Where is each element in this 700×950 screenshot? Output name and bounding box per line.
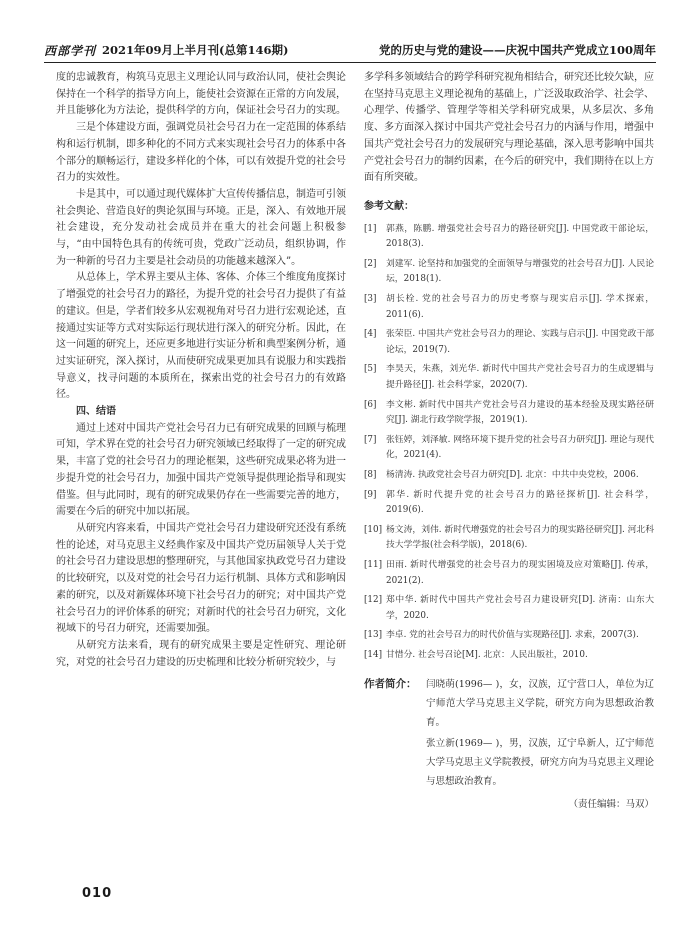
paragraph: 从总体上，学术界主要从主体、客体、介体三个维度角度探讨了增强党的社会号召力的路径，为提升党的社会号召力提供了有益的建议。但是，学者们较多从宏观视角对号召力进行宏观论述，直接通过实证等方式对实际运行现状进行深入的研究分析。因此，在这一问题的研究上，还应更多地进行实证分析和典型案例分析，通过实证研究，深入探讨，从而使研究成果更加具有说服力和实践指导意义，找寻问题的本质所在，探索出党的社会号召力的有效路径。: [56, 272, 346, 401]
reference-number: [13]: [364, 630, 383, 641]
author-bio: 张立新(1969— )，男，汉族，辽宁阜新人，辽宁师范大学马克思主义学院教授，研究方向为马克思主义理论与思想政治教育。: [426, 738, 655, 788]
paragraph: 三是个体建设方面，强调党员社会号召力在一定范围的体系结构和运行机制，即多种化的不同方式来实现社会号召力的体系中各个部分的顺畅运行，建设多样化的个体，可以有效提升党的社会号召力的实效性。: [56, 122, 346, 184]
issue-info: 2021年09月上半月刊(总第146期): [102, 43, 289, 57]
reference-number: [6]: [364, 399, 377, 410]
reference-text: 刘建军. 论坚持和加强党的全面领导与增强党的社会号召力[J]. 人民论坛，2018(1).: [386, 258, 654, 285]
reference-text: 郭华. 新时代提升党的社会号召力的路径探析[J]. 社会科学，2019(6).: [386, 489, 654, 516]
reference-number: [8]: [364, 469, 377, 480]
right-column: [364, 70, 654, 814]
reference-text: 李文彬. 新时代中国共产党社会号召力建设的基本经验及现实路径研究[J]. 湖北行政学院学报，2019(1).: [386, 399, 654, 426]
header-rule: [44, 62, 656, 63]
reference-text: 李卓. 党的社会号召力的时代价值与实现路径[J]. 求索，2007(3).: [386, 630, 639, 641]
reference-item: [364, 488, 654, 519]
reference-number: [9]: [364, 489, 377, 500]
reference-item: [364, 222, 654, 253]
header-left: [44, 42, 288, 59]
author-info: [364, 675, 654, 793]
reference-number: [12]: [364, 595, 383, 606]
reference-number: [2]: [364, 258, 377, 269]
reference-number: [14]: [364, 649, 383, 660]
reference-number: [3]: [364, 294, 377, 304]
reference-item: [364, 628, 654, 644]
reference-item: [364, 433, 654, 464]
reference-number: [11]: [364, 559, 383, 570]
paragraph: 从研究内容来看，中国共产党社会号召力建设研究还没有系统性的论述，对马克思主义经典作家及中国共产党历届领导人关于党的社会号召力建设思想的整理研究，与其他国家执政党号召力建设的比较研究，以及对党的社会号召力运行机制、具体方式和影响因素的研究，以及对新媒体环境下社会号召力的研究；对中国共产党社会号召力的评价体系的研究；对新时代的社会号召力研究，文化视域下的号召力研究，还需要加强。: [56, 522, 346, 635]
reference-text: 郭燕，陈鹏. 增强党社会号召力的路径研究[J]. 中国党政干部论坛，2018(3).: [386, 223, 654, 250]
reference-item: [364, 292, 654, 323]
reference-item: [364, 398, 654, 429]
reference-text: 甘惜分. 社会号召论[M]. 北京：人民出版社，2010.: [386, 649, 588, 660]
reference-number: [1]: [364, 223, 377, 234]
reference-text: 杨文涛，刘伟. 新时代增强党的社会号召力的现实路径研究[J]. 河北科技大学学报(社会科学版)，2018(6).: [386, 524, 654, 551]
paragraph: 通过上述对中国共产党社会号召力已有研究成果的回顾与梳理可知，学术界在党的社会号召力研究领域已经取得了一定的研究成果，丰富了党的社会号召力的理论框架，这些研究成果必将为进一步提升党的社会号召力，加强中国共产党领导提供理论指导和现实借鉴。但与此同时，现有的研究成果仍存在一些需要完善的地方，需要在今后的研究中加以拓展。: [56, 422, 346, 518]
reference-text: 胡长栓. 党的社会号召力的历史考察与现实启示[J]. 学术探索，2011(6).: [386, 294, 654, 320]
reference-text: 李昊天，朱燕，刘光华. 新时代中国共产党社会号召力的生成逻辑与提升路径[J]. 社会科学家，2020(7).: [386, 364, 654, 390]
reference-number: [4]: [364, 329, 377, 340]
reference-text: 郑中华. 新时代中国共产党社会号召力建设研究[D]. 济南：山东大学，2020.: [386, 595, 654, 621]
reference-number: [10]: [364, 524, 383, 535]
reference-item: [364, 593, 654, 624]
references-list: [364, 222, 654, 664]
reference-text: 张荣臣. 中国共产党社会号召力的理论、实践与启示[J]. 中国党政干部论坛，2019(7).: [386, 329, 654, 355]
reference-text: 田雨. 新时代增强党的社会号召力的现实困境及应对策略[J]. 传承，2021(2).: [386, 559, 654, 586]
reference-item: [364, 257, 654, 288]
author-label: 作者简介：: [364, 678, 417, 691]
author-bios: [426, 675, 654, 793]
reference-item: [364, 523, 654, 554]
page-number: 010: [82, 886, 113, 901]
column-title: 党的历史与党的建设——庆祝中国共产党成立100周年: [378, 43, 656, 57]
section-heading: 四、结语: [76, 406, 116, 418]
reference-item: [364, 468, 654, 484]
paragraph: 多学科多领域结合的跨学科研究视角相结合，研究还比较欠缺，应在坚持马克思主义理论视角的基础上，广泛汲取政治学、社会学、心理学、传播学、管理学等相关学科研究成果，从多层次、多角度、多方面深入探讨中国共产党社会号召力的内涵与作用，增强中国共产党社会号召力的发展研究与理论基础，深入思考影响中国共产党社会号召力的制约因素，在今后的研究中，我们期待在以上方面有所突破。: [364, 72, 654, 184]
left-column: [56, 70, 346, 671]
reference-item: [364, 558, 654, 589]
page-header: [44, 40, 656, 60]
paragraph: 度的忠诚教育，构筑马克思主义理论认同与政治认同，使社会舆论保持在一个科学的指导方向上，能使社会资源在正常的方向发展，并且能够化为方法论，提供科学的方向，保证社会号召力的实现。: [56, 72, 346, 117]
reference-number: [7]: [364, 434, 377, 445]
reference-item: [364, 648, 654, 664]
journal-name: 西部学刊: [44, 43, 97, 58]
author-bio: 闫晓萌(1996— )，女，汉族，辽宁营口人，单位为辽宁师范大学马克思主义学院，研究方向为思想政治教育。: [426, 679, 654, 729]
responsible-editor: （责任编辑：马双）: [568, 799, 654, 811]
reference-item: [364, 327, 654, 358]
reference-text: 杨清涛. 执政党社会号召力研究[D]. 北京：中共中央党校，2006.: [386, 469, 639, 480]
paragraph: 卡是其中，可以通过现代媒体扩大宣传传播信息，制造可引领社会舆论、营造良好的舆论氛围与环境。正是，深入、有效地开展社会建设，充分发动社会成员并在重大的社会问题上积极参与，“由中国特色具有的传统可贵，党政广泛动员，组织协调，作为一种新的号召力主要是社会动员的功能越来越深入”。: [56, 188, 346, 267]
paragraph: 从研究方法来看，现有的研究成果主要是定性研究、理论研究，对党的社会号召力建设的历史梳理和比较分析研究较少，与: [56, 639, 346, 668]
references-heading: 参考文献：: [364, 200, 414, 212]
reference-item: [364, 362, 654, 393]
reference-number: [5]: [364, 364, 377, 375]
reference-text: 张钰婷，刘泽敏. 网络环境下提升党的社会号召力研究[J]. 理论与现代化，2021(4).: [386, 434, 654, 461]
